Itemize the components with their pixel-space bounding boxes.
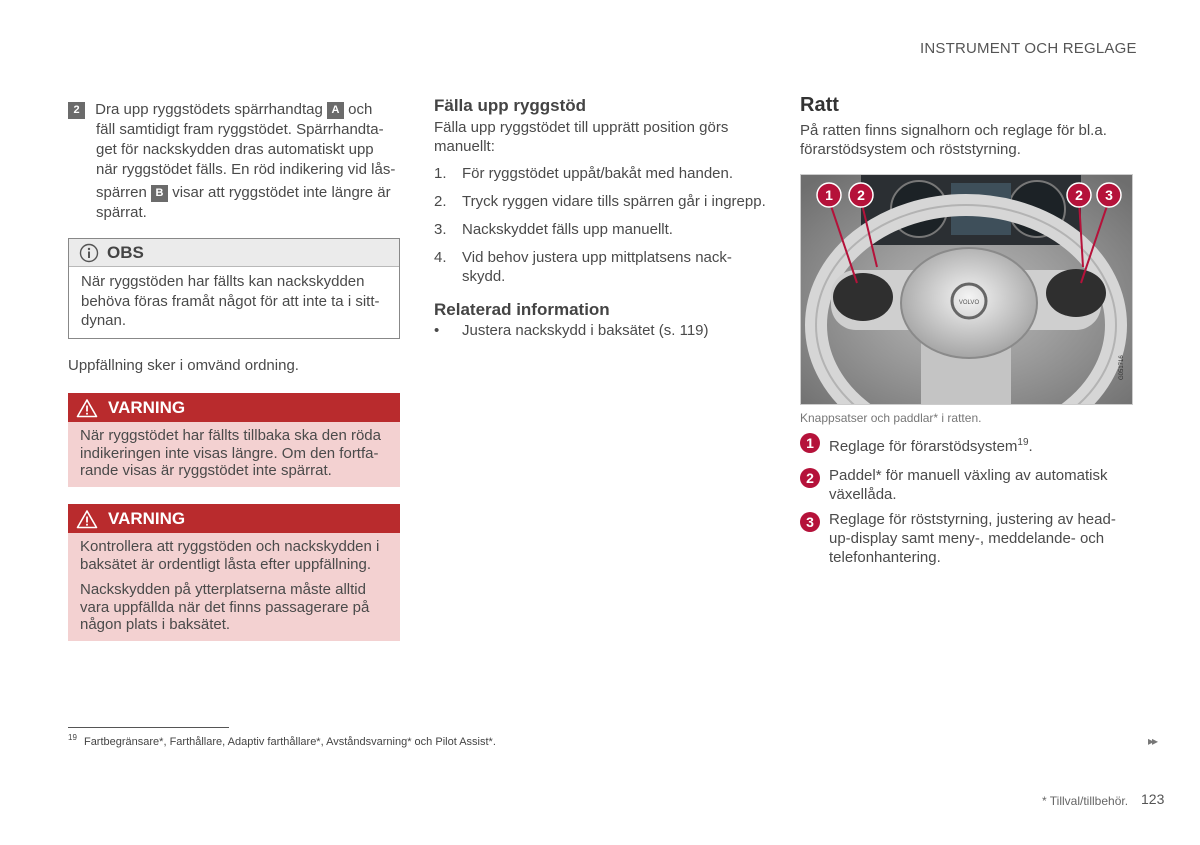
bullet: • bbox=[434, 322, 440, 339]
step-text: visar att ryggstödet inte längre är bbox=[172, 184, 391, 201]
legend-item bbox=[800, 510, 1140, 567]
callout-1-left bbox=[817, 183, 841, 207]
info-icon bbox=[79, 243, 99, 263]
footnote-divider bbox=[68, 727, 229, 728]
footnote-text: Fartbegränsare*, Farthållare, Adaptiv farthållare*, Avståndsvarning* och Pilot Assist*. bbox=[83, 735, 496, 748]
warning-title: VARNING bbox=[108, 508, 186, 528]
warning-text: När ryggstödet har fällts tillbaka ska den röda indikeringen inte visas längre. Om den fortfa-rande visas är ryggstödet inte spärrat. bbox=[80, 427, 381, 479]
legend-item: 1 Reglage för förarstödsystem$^{19}$. bbox=[800, 433, 1140, 456]
callout-number: 1 bbox=[800, 433, 820, 453]
footnote-ref[interactable]: 19 bbox=[1017, 437, 1029, 448]
legend-item bbox=[800, 466, 1140, 504]
svg-text:2: 2 bbox=[857, 187, 865, 203]
warning-header bbox=[68, 504, 400, 533]
speed-readout: 75 bbox=[914, 206, 928, 218]
section-heading-fold-up: Fälla upp ryggstöd bbox=[434, 96, 587, 115]
step-num: 4. bbox=[434, 249, 447, 266]
step-text: Dra upp ryggstödets spärrhandtag bbox=[95, 101, 323, 118]
step-text: spärrat. bbox=[96, 204, 147, 221]
svg-text:3: 3 bbox=[1105, 187, 1113, 203]
step-num: 1. bbox=[434, 165, 447, 182]
list-item bbox=[434, 164, 774, 192]
step-text: Nackskyddet fälls upp manuellt. bbox=[462, 221, 673, 238]
warning-box-2 bbox=[68, 504, 400, 641]
footnote bbox=[68, 733, 496, 748]
warning-box-1 bbox=[68, 393, 400, 487]
svg-text:1: 1 bbox=[825, 187, 833, 203]
warning-body bbox=[68, 422, 400, 487]
callout-legend bbox=[800, 433, 1140, 567]
step-text: och bbox=[348, 101, 373, 118]
image-code: G051716 bbox=[1119, 355, 1125, 380]
obs-title: OBS bbox=[107, 242, 144, 262]
step-2-instruction bbox=[68, 100, 408, 223]
warning-text: Nackskydden på ytterplatserna måste alltid vara uppfällda när det finns passagerare på någon plats i baksätet. bbox=[80, 581, 370, 633]
intro-text: förarstödsystem och röststyrning. bbox=[800, 141, 1021, 158]
obs-body: När ryggstöden har fällts kan nackskydden behöva föras framåt något för att inte ta i sitt-dynan. bbox=[81, 273, 380, 329]
list-item bbox=[434, 248, 774, 286]
callout-number: 3 bbox=[800, 512, 820, 532]
section-heading-ratt: Ratt bbox=[800, 94, 839, 116]
step-number-badge: 2 bbox=[68, 102, 85, 119]
warning-text: Kontrollera att ryggstöden och nackskydden i baksätet är ordentligt låsta efter uppfällning. bbox=[80, 538, 380, 573]
list-item bbox=[434, 220, 774, 248]
step-text: skydd. bbox=[462, 268, 506, 285]
legend-text: telefonhantering. bbox=[829, 549, 941, 566]
list-item bbox=[434, 192, 774, 220]
callout-2-left bbox=[849, 183, 873, 207]
obs-header bbox=[69, 239, 399, 267]
step-text: get för nackskydden dras automatiskt upp bbox=[96, 141, 374, 158]
step-text: För ryggstödet uppåt/bakåt med handen. bbox=[462, 165, 734, 182]
step-text: fäll samtidigt fram ryggstödet. Spärrhandta- bbox=[96, 121, 384, 138]
optional-note: * Tillval/tillbehör. bbox=[1042, 794, 1129, 808]
legend-text: Reglage för röststyrning, justering av head- bbox=[829, 511, 1116, 528]
intro-text: På ratten finns signalhorn och reglage för bl.a. bbox=[800, 122, 1107, 139]
intro-text: Fälla upp ryggstödet till upprätt position görs bbox=[434, 119, 729, 136]
obs-note-box bbox=[68, 238, 400, 339]
related-heading: Relaterad information bbox=[434, 300, 610, 319]
step-text: Tryck ryggen vidare tills spärren går i ingrepp. bbox=[462, 193, 766, 210]
svg-text:2: 2 bbox=[1075, 187, 1083, 203]
legend-text: växellåda. bbox=[829, 486, 897, 503]
label-b-badge: B bbox=[151, 185, 168, 202]
legend-text: Reglage för förarstödsystem bbox=[829, 438, 1018, 455]
warning-body bbox=[68, 533, 400, 641]
callout-number: 2 bbox=[800, 468, 820, 488]
intro-text: manuellt: bbox=[434, 138, 495, 155]
callout-3-right bbox=[1097, 183, 1121, 207]
continue-arrows-icon[interactable]: ▸▸ bbox=[1148, 734, 1157, 748]
ordered-steps bbox=[434, 164, 774, 286]
warning-triangle-icon bbox=[76, 398, 98, 418]
footnote-number: 19 bbox=[68, 733, 77, 742]
warning-title: VARNING bbox=[108, 397, 186, 417]
brand-text: VOLVO bbox=[958, 300, 980, 306]
step-num: 3. bbox=[434, 221, 447, 238]
step-text: spärren bbox=[96, 184, 147, 201]
step-text: när ryggstödet fälls. En röd indikering vid lås- bbox=[96, 161, 396, 178]
page-number: 123 bbox=[1141, 791, 1165, 807]
legend-text: Paddel* för manuell växling av automatisk bbox=[829, 467, 1108, 484]
image-caption: Knappsatser och paddlar* i ratten. bbox=[800, 411, 982, 425]
warning-triangle-icon bbox=[76, 509, 98, 529]
steering-wheel-illustration bbox=[801, 175, 1133, 405]
callout-2-right bbox=[1067, 183, 1091, 207]
label-a-badge: A bbox=[327, 102, 344, 119]
step-text: Vid behov justera upp mittplatsens nack- bbox=[462, 249, 732, 266]
section-title: INSTRUMENT OCH REGLAGE bbox=[920, 40, 1137, 57]
step-num: 2. bbox=[434, 193, 447, 210]
related-item[interactable] bbox=[434, 321, 709, 340]
reverse-note: Uppfällning sker i omvänd ordning. bbox=[68, 357, 299, 374]
legend-text: up-display samt meny-, meddelande- och bbox=[829, 530, 1105, 547]
related-link[interactable]: Justera nackskydd i baksätet (s. 119) bbox=[462, 322, 709, 339]
warning-header bbox=[68, 393, 400, 422]
steering-wheel-image bbox=[800, 174, 1133, 405]
